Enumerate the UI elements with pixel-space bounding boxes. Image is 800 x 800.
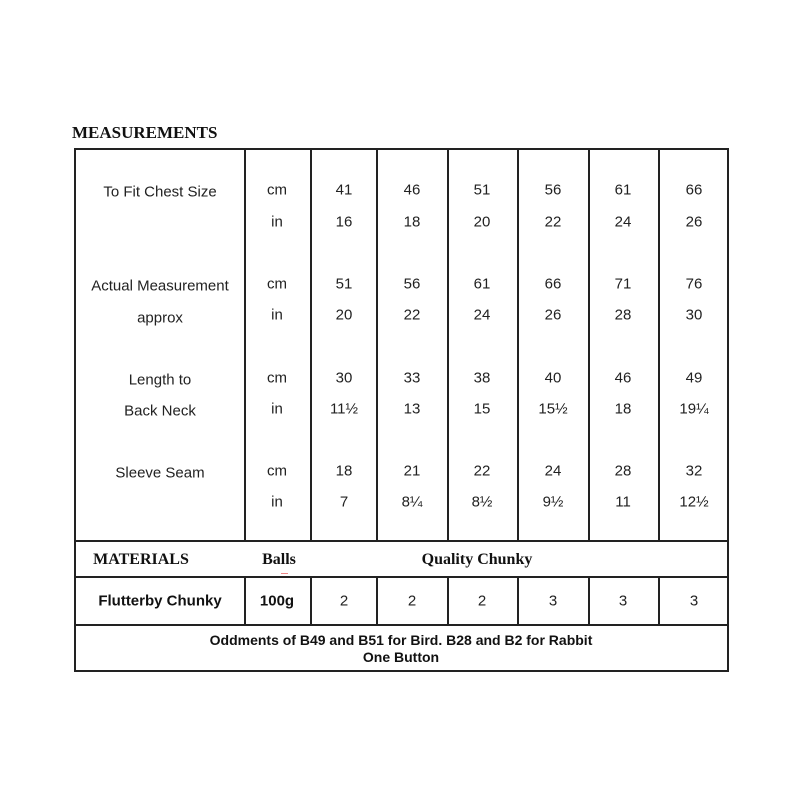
column-divider — [517, 576, 519, 624]
table-cell: 51 — [335, 275, 353, 293]
yarn-quantity: 3 — [618, 592, 628, 610]
unit-in: in — [271, 213, 283, 231]
yarn-name: Flutterby Chunky — [98, 592, 222, 610]
column-divider — [517, 150, 519, 542]
table-cell: 16 — [335, 213, 353, 231]
table-cell: 20 — [335, 306, 353, 324]
table-cell: 56 — [403, 275, 421, 293]
table-cell: 24 — [614, 213, 632, 231]
table-cell: 61 — [473, 275, 491, 293]
table-cell: 66 — [685, 181, 703, 199]
table-cell: 76 — [685, 275, 703, 293]
table-cell: 12½ — [679, 493, 709, 511]
table-cell: 40 — [544, 369, 562, 387]
table-cell: 28 — [614, 306, 632, 324]
column-divider — [376, 576, 378, 624]
table-cell: 49 — [685, 369, 703, 387]
column-divider — [658, 150, 660, 542]
unit-cm: cm — [267, 462, 287, 480]
pen-mark — [281, 573, 288, 574]
row-label: Sleeve Seam — [115, 464, 205, 482]
table-cell: 11½ — [329, 400, 359, 418]
table-cell: 51 — [473, 181, 491, 199]
table-cell: 26 — [544, 306, 562, 324]
table-cell: 71 — [614, 275, 632, 293]
column-divider — [447, 576, 449, 624]
unit-in: in — [271, 493, 283, 511]
table-cell: 7 — [339, 493, 349, 511]
table-cell: 46 — [403, 181, 421, 199]
row-label: Actual Measurement — [91, 277, 229, 295]
table-cell: 28 — [614, 462, 632, 480]
table-cell: 21 — [403, 462, 421, 480]
table-cell: 33 — [403, 369, 421, 387]
column-divider — [376, 150, 378, 542]
table-cell: 56 — [544, 181, 562, 199]
column-divider — [244, 150, 246, 542]
column-divider — [244, 576, 246, 624]
balls-heading: Balls — [262, 551, 296, 568]
table-cell: 11 — [615, 493, 631, 511]
table-cell: 22 — [403, 306, 421, 324]
yarn-quantity: 2 — [339, 592, 349, 610]
row-divider — [76, 540, 727, 542]
column-divider — [447, 150, 449, 542]
row-label: Length to — [128, 371, 192, 389]
table-cell: 22 — [544, 213, 562, 231]
unit-cm: cm — [267, 181, 287, 199]
unit-in: in — [271, 400, 283, 418]
row-divider — [76, 576, 727, 578]
yarn-quantity: 3 — [689, 592, 699, 610]
yarn-quantity: 2 — [477, 592, 487, 610]
table-cell: 9½ — [542, 493, 564, 511]
table-cell: 61 — [614, 181, 632, 199]
table-cell: 8½ — [471, 493, 493, 511]
footer-note-line1: Oddments of B49 and B51 for Bird. B28 and B2 for Rabbit — [209, 632, 593, 648]
column-divider — [310, 576, 312, 624]
table-cell: 15½ — [538, 400, 568, 418]
table-cell: 18 — [403, 213, 421, 231]
table-cell: 24 — [473, 306, 491, 324]
table-cell: 30 — [685, 306, 703, 324]
column-divider — [658, 576, 660, 624]
table-cell: 26 — [685, 213, 703, 231]
table-cell: 8¼ — [401, 493, 423, 511]
column-divider — [588, 576, 590, 624]
table-cell: 15 — [473, 400, 491, 418]
table-cell: 18 — [614, 400, 632, 418]
page-title: MEASUREMENTS — [72, 123, 218, 142]
quality-heading: Quality Chunky — [421, 551, 533, 568]
column-divider — [588, 150, 590, 542]
ball-weight: 100g — [259, 592, 295, 610]
footer-note-line2: One Button — [362, 649, 440, 665]
unit-cm: cm — [267, 275, 287, 293]
table-cell: 18 — [335, 462, 353, 480]
table-cell: 22 — [473, 462, 491, 480]
yarn-quantity: 3 — [548, 592, 558, 610]
unit-cm: cm — [267, 369, 287, 387]
row-label: Back Neck — [124, 402, 196, 420]
table-cell: 66 — [544, 275, 562, 293]
row-divider — [76, 624, 727, 626]
table-cell: 30 — [335, 369, 353, 387]
table-cell: 20 — [473, 213, 491, 231]
row-label: To Fit Chest Size — [103, 183, 217, 201]
table-cell: 46 — [614, 369, 632, 387]
table-cell: 32 — [685, 462, 703, 480]
row-label: approx — [137, 309, 183, 327]
table-cell: 19¼ — [679, 400, 709, 418]
table-cell: 38 — [473, 369, 491, 387]
yarn-quantity: 2 — [407, 592, 417, 610]
column-divider — [310, 150, 312, 542]
table-cell: 24 — [544, 462, 562, 480]
table-cell: 41 — [335, 181, 353, 199]
measurements-table — [74, 148, 729, 672]
materials-heading: MATERIALS — [93, 551, 189, 568]
unit-in: in — [271, 306, 283, 324]
table-cell: 13 — [403, 400, 421, 418]
